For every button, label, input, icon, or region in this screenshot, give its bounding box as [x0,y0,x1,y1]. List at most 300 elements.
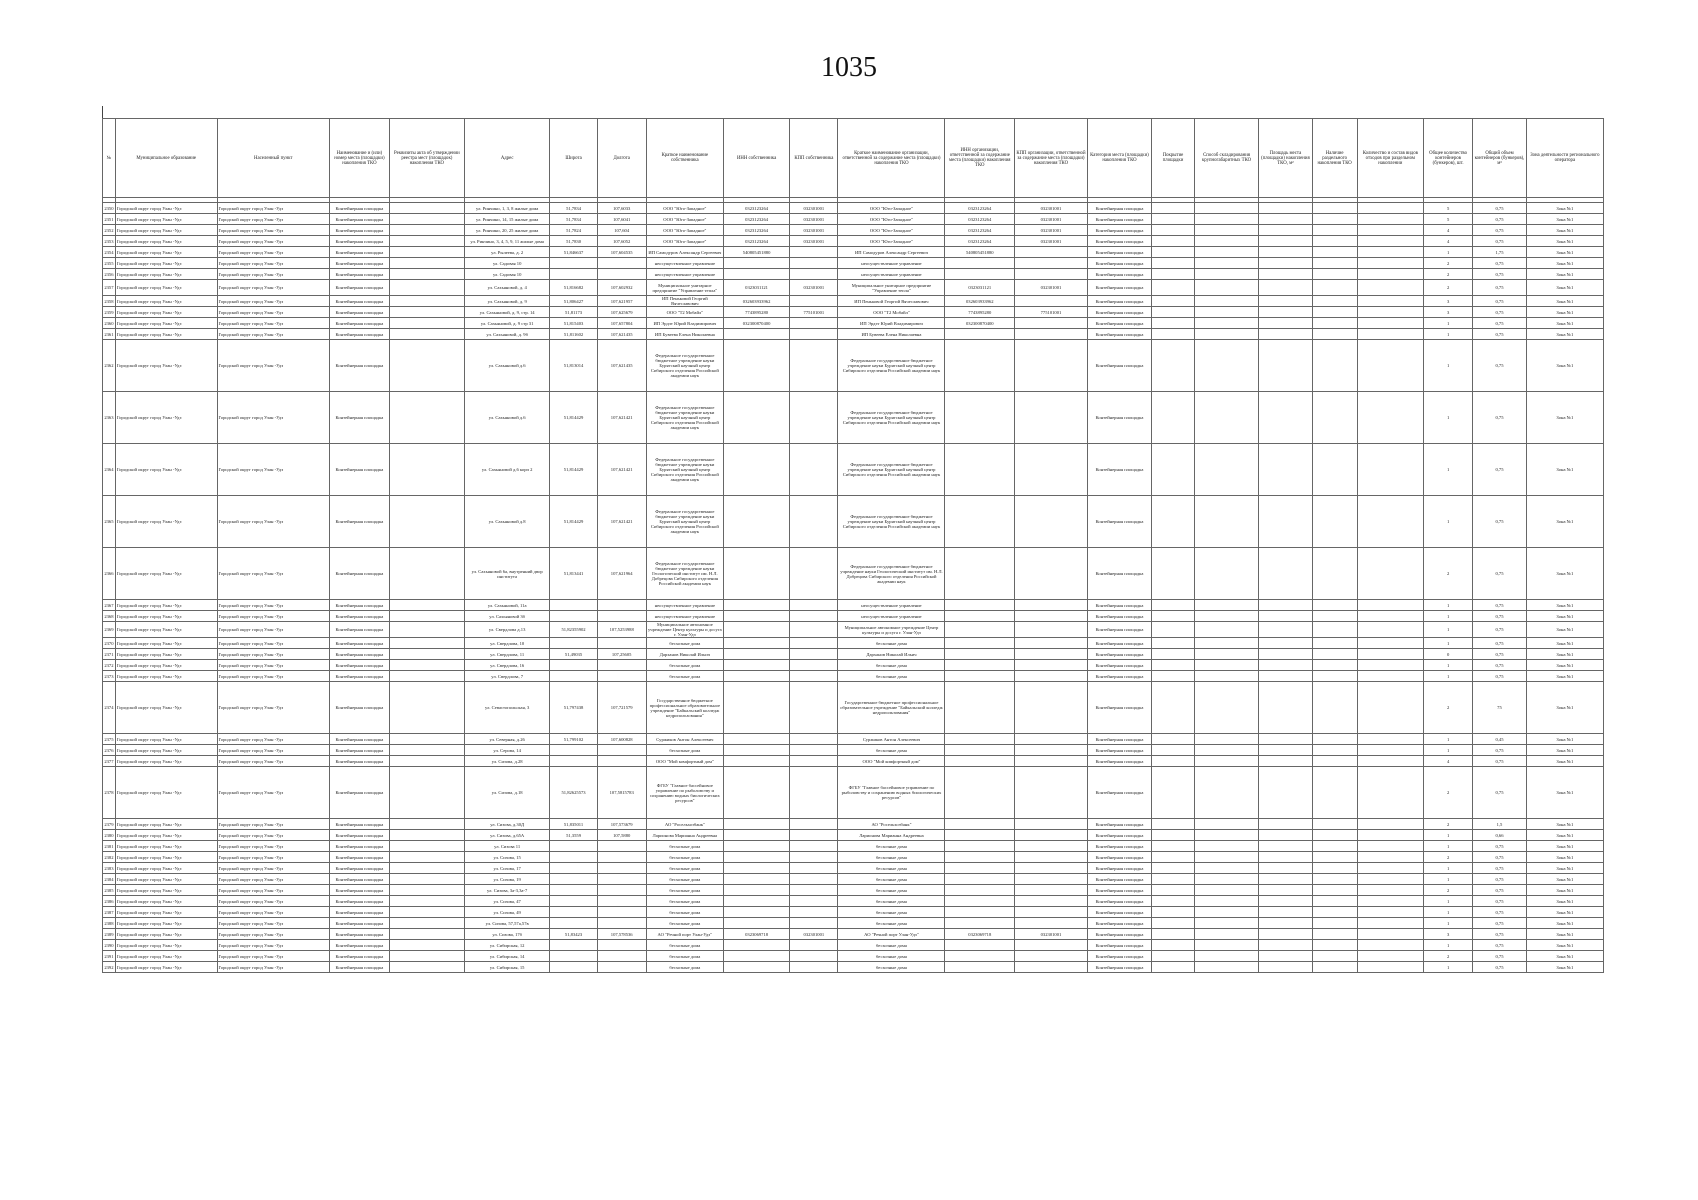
table-cell: 1 [1423,962,1472,973]
table-cell [1152,329,1195,340]
table-cell [1152,830,1195,841]
table-cell [1152,600,1195,611]
table-cell: 51,7834 [550,214,597,225]
table-cell [1312,852,1357,863]
table-cell: Дарханов Николай Ильич [646,649,723,660]
table-cell: 0,75 [1473,896,1527,907]
table-cell: 1 [1423,329,1472,340]
table-cell: 2364 [103,444,116,496]
table-row [103,611,1604,622]
table-cell [389,548,464,600]
table-cell: бесхозные дома [646,660,723,671]
table-cell: 1 [1423,841,1472,852]
table-cell: 1 [1423,874,1472,885]
table-cell: 0,75 [1473,622,1527,638]
table-cell [1259,496,1313,548]
table-cell [1152,307,1195,318]
table-cell: Городской округ город Улан -Удэ [217,819,329,830]
table-cell [1312,660,1357,671]
table-cell [1357,649,1423,660]
table-cell: 1,5 [1473,819,1527,830]
table-cell [597,745,646,756]
table-cell: Городской округ город Улан -Удэ [217,660,329,671]
table-cell [1194,214,1258,225]
table-cell: Государственное бюджетное профессиональное образовательное учреждение "Байкальский колледж недропользования" [646,682,723,734]
table-cell [1015,329,1088,340]
table-cell [1357,962,1423,973]
table-row [103,269,1604,280]
table-cell: Зона №1 [1526,819,1603,830]
table-cell [1194,734,1258,745]
table-cell [550,269,597,280]
table-cell [945,852,1015,863]
table-cell: Зона №1 [1526,649,1603,660]
table-cell [1194,258,1258,269]
table-cell [1357,819,1423,830]
header-row [103,119,1604,198]
table-cell [1015,318,1088,329]
table-cell: 51,7824 [550,225,597,236]
table-cell [1357,671,1423,682]
table-cell: 0,75 [1473,745,1527,756]
table-cell: Городской округ город Улан -Удэ [217,649,329,660]
table-cell: Городской округ город Улан -Удэ [115,767,217,819]
table-cell: 2370 [103,638,116,649]
table-cell: Контейнерная площадка [1087,852,1151,863]
table-cell [723,329,789,340]
column-header: ИНН собственника [723,119,789,198]
table-cell [597,885,646,896]
table-cell: Контейнерная площадка [329,225,389,236]
table-cell: Контейнерная площадка [1087,863,1151,874]
table-cell [389,638,464,649]
table-cell: ул. Ринчино, 3, 4, 5, 9, 11 жилые дома [464,236,550,247]
table-row [103,819,1604,830]
table-cell: АО "Речной порт Улан-Удэ" [646,929,723,940]
table-cell [723,622,789,638]
table-cell: Городской округ город Улан -Удэ [217,638,329,649]
table-cell [945,896,1015,907]
table-cell [723,258,789,269]
table-cell [1194,874,1258,885]
table-cell [723,951,789,962]
table-cell [1357,951,1423,962]
table-cell: АО "Росельхозбанк" [646,819,723,830]
table-body [103,198,1604,973]
table-cell [945,329,1015,340]
table-cell: Зона №1 [1526,940,1603,951]
table-cell [1357,852,1423,863]
table-cell [1194,767,1258,819]
table-cell: Зона №1 [1526,280,1603,296]
table-cell [790,863,838,874]
table-cell [1312,819,1357,830]
table-cell [597,611,646,622]
table-cell: Городской округ город Улан -Удэ [217,329,329,340]
table-cell [1152,841,1195,852]
table-cell: Контейнерная площадка [329,756,389,767]
table-cell [945,819,1015,830]
table-cell: Зона №1 [1526,444,1603,496]
table-cell [1152,622,1195,638]
table-cell: ИП Пеньковой Георгий Вячеславович [838,296,945,307]
table-cell: 0323031121 [945,280,1015,296]
table-cell [1357,280,1423,296]
table-cell [723,863,789,874]
table-cell [1357,682,1423,734]
table-row [103,444,1604,496]
table-cell: ул. Сизова, 19 [464,874,550,885]
table-cell [1152,236,1195,247]
table-cell: Контейнерная площадка [1087,767,1151,819]
table-header [103,119,1604,198]
table-cell: 0,75 [1473,203,1527,214]
table-cell [1015,852,1088,863]
table-cell [389,329,464,340]
table-row [103,280,1604,296]
table-cell [1015,682,1088,734]
table-cell [1152,280,1195,296]
table-row [103,682,1604,734]
table-cell: ИП Бувеева Елена Николаевна [838,329,945,340]
table-cell [1015,649,1088,660]
table-cell [1152,496,1195,548]
table-cell: 51,806427 [550,296,597,307]
table-cell: Контейнерная площадка [1087,918,1151,929]
table-cell [723,600,789,611]
table-cell: Контейнерная площадка [329,660,389,671]
table-cell: 2368 [103,611,116,622]
table-cell: Городской округ город Улан -Удэ [217,269,329,280]
table-cell [790,896,838,907]
table-cell: Контейнерная площадка [329,962,389,973]
table-row [103,318,1604,329]
table-cell: ул. Сахьяновой, д. 4 [464,280,550,296]
table-cell: 2 [1423,819,1472,830]
table-cell: 1 [1423,638,1472,649]
table-cell: Зона №1 [1526,329,1603,340]
table-cell: ул. Сахьяновой д.6 корп 2 [464,444,550,496]
table-cell [790,951,838,962]
column-header: № [103,119,116,198]
table-cell [1357,734,1423,745]
table-cell: Городской округ город Улан -Удэ [115,496,217,548]
table-cell: Контейнерная площадка [1087,929,1151,940]
table-cell: Федеральное государственное бюджетное учреждение науки Бурятский научный центр Сибирского отделения Российской академии наук [838,444,945,496]
table-cell [1152,962,1195,973]
table-cell [1259,247,1313,258]
table-cell [597,852,646,863]
table-cell: 0,75 [1473,929,1527,940]
table-cell: АО "Росельхозбанк" [838,819,945,830]
table-cell: ул. Сизова 11 [464,841,550,852]
table-cell [1357,660,1423,671]
table-cell [1194,269,1258,280]
table-cell: 0,75 [1473,918,1527,929]
table-cell [1357,496,1423,548]
table-row [103,622,1604,638]
table-row [103,734,1604,745]
table-cell [1194,830,1258,841]
table-cell [1194,496,1258,548]
table-cell [945,756,1015,767]
table-cell [389,600,464,611]
table-cell [389,863,464,874]
table-cell [1194,340,1258,392]
table-cell [1194,611,1258,622]
table-cell [1194,940,1258,951]
table-cell: 2 [1423,682,1472,734]
table-cell: 2358 [103,296,116,307]
column-header: ИНН организации, ответственной за содержание места (площадки) накопления ТКО [945,119,1015,198]
table-cell [1194,682,1258,734]
table-cell: Федеральное государственное бюджетное учреждение науки Бурятский научный центр Сибирского отделения Российской академии наук [838,496,945,548]
table-cell [1259,929,1313,940]
table-cell: Контейнерная площадка [329,318,389,329]
table-cell [945,745,1015,756]
table-cell [790,444,838,496]
table-cell: Контейнерная площадка [329,258,389,269]
table-cell: 1 [1423,340,1472,392]
table-cell [597,962,646,973]
table-cell: 107,573679 [597,819,646,830]
table-cell [1152,638,1195,649]
table-cell: Городской округ город Улан -Удэ [115,280,217,296]
table-cell: ул. Сизова, д.65А [464,830,550,841]
table-cell [1015,745,1088,756]
table-cell: 0,75 [1473,863,1527,874]
table-cell: ООО "Юго-Западное" [838,236,945,247]
table-cell [1194,896,1258,907]
table-cell: 1 [1423,660,1472,671]
table-row [103,548,1604,600]
column-header: Общий объем контейнеров (бункеров), м³ [1473,119,1527,198]
table-cell [1357,940,1423,951]
table-cell: 0,75 [1473,940,1527,951]
table-cell: 032301001 [1015,214,1088,225]
table-cell: ул. Сизова, 3а-3,3а-7 [464,885,550,896]
table-cell: 0,75 [1473,548,1527,600]
table-cell [1357,225,1423,236]
table-cell: Контейнерная площадка [1087,269,1151,280]
table-cell: Зона №1 [1526,907,1603,918]
table-cell: бесхозные дома [646,863,723,874]
table-cell [1357,885,1423,896]
table-cell [550,611,597,622]
table-cell: 0,75 [1473,649,1527,660]
table-cell: Суржиков Антон Алексеевич [646,734,723,745]
table-cell: Городской округ город Улан -Удэ [217,682,329,734]
table-cell [1194,907,1258,918]
table-cell: Городской округ город Улан -Удэ [115,611,217,622]
table-cell [1194,918,1258,929]
table-cell: бесхозные дома [838,660,945,671]
table-cell: ул. Сизова, д.18 [464,767,550,819]
table-cell [723,940,789,951]
table-cell: Городской округ город Улан -Удэ [115,296,217,307]
table-cell: Городской округ город Улан -Удэ [217,611,329,622]
table-cell: Суржиков Антон Алексеевич [838,734,945,745]
table-cell [1194,660,1258,671]
table-cell: Зона №1 [1526,296,1603,307]
table-cell [945,951,1015,962]
table-cell [1152,918,1195,929]
table-cell: Зона №1 [1526,611,1603,622]
table-cell: Контейнерная площадка [1087,907,1151,918]
table-cell [1312,841,1357,852]
table-cell: Контейнерная площадка [329,236,389,247]
table-cell: Зона №1 [1526,896,1603,907]
table-cell [550,940,597,951]
table-cell: Зона №1 [1526,682,1603,734]
table-row [103,638,1604,649]
table-cell: Зона №1 [1526,318,1603,329]
table-cell [1259,962,1313,973]
table-cell: Муниципальное унитарное предприятие "Управление тепла" [646,280,723,296]
table-cell [550,671,597,682]
table-cell [1312,340,1357,392]
table-cell: Городской округ город Улан -Удэ [115,392,217,444]
table-cell: 2361 [103,329,116,340]
table-cell: 0,66 [1473,830,1527,841]
table-cell [1357,756,1423,767]
table-cell: 2350 [103,203,116,214]
table-cell: Городской округ город Улан -Удэ [115,852,217,863]
table-cell [1015,548,1088,600]
table-cell [597,863,646,874]
table-cell [1312,671,1357,682]
table-cell: 540805451880 [945,247,1015,258]
table-row [103,841,1604,852]
table-cell [945,940,1015,951]
table-cell [1312,258,1357,269]
table-cell: неосуществленное управление [646,258,723,269]
table-cell: Городской округ город Улан -Удэ [217,896,329,907]
table-cell [550,258,597,269]
table-cell: Городской округ город Улан -Удэ [217,940,329,951]
table-cell: 0,75 [1473,907,1527,918]
table-cell: 2351 [103,214,116,225]
table-cell [550,951,597,962]
table-cell: Контейнерная площадка [329,745,389,756]
table-cell: 2382 [103,852,116,863]
table-cell [1015,940,1088,951]
table-cell: ул. Сизова, 17 [464,863,550,874]
table-cell: Зона №1 [1526,496,1603,548]
table-cell [389,649,464,660]
table-cell: Зона №1 [1526,307,1603,318]
table-cell: Городской округ город Улан -Удэ [115,756,217,767]
table-cell [597,671,646,682]
table-cell: 3 [1423,307,1472,318]
table-cell [1194,819,1258,830]
table-cell: 032301001 [790,203,838,214]
table-cell: Контейнерная площадка [329,918,389,929]
table-cell: 51,814429 [550,444,597,496]
table-cell: 0,75 [1473,962,1527,973]
table-cell [389,756,464,767]
table-cell [1312,756,1357,767]
table-cell [597,600,646,611]
table-cell: неосуществленное управление [838,258,945,269]
table-cell [790,611,838,622]
table-cell: 0323123264 [945,236,1015,247]
table-cell: 107,621421 [597,444,646,496]
table-cell [1259,296,1313,307]
table-cell [1312,392,1357,444]
table-cell: Контейнерная площадка [329,852,389,863]
table-cell: 1 [1423,392,1472,444]
table-cell: Контейнерная площадка [329,600,389,611]
table-cell: 2392 [103,962,116,973]
table-cell [1194,841,1258,852]
table-cell [1312,649,1357,660]
table-cell [723,496,789,548]
table-cell: Контейнерная площадка [1087,896,1151,907]
table-cell [1194,307,1258,318]
table-cell: Городской округ город Улан -Удэ [217,863,329,874]
table-cell: Городской округ город Улан -Удэ [115,340,217,392]
table-cell: 0,75 [1473,214,1527,225]
table-cell: 3 [1423,296,1472,307]
table-cell [1194,929,1258,940]
table-cell [1015,444,1088,496]
table-cell: Контейнерная площадка [1087,258,1151,269]
table-cell: 0,75 [1473,392,1527,444]
table-cell [1015,918,1088,929]
table-cell [723,874,789,885]
table-cell [790,296,838,307]
table-cell: Контейнерная площадка [1087,830,1151,841]
table-cell [1194,638,1258,649]
table-cell: 1 [1423,318,1472,329]
table-cell [723,548,789,600]
table-cell: 0 [1423,649,1472,660]
table-cell [945,444,1015,496]
table-cell: Ларионова Марианна Андреевна [646,830,723,841]
table-cell [550,756,597,767]
table-cell [1152,734,1195,745]
table-cell: Городской округ город Улан -Удэ [115,863,217,874]
table-cell [790,340,838,392]
table-cell: Контейнерная площадка [1087,682,1151,734]
table-cell: 2385 [103,885,116,896]
table-cell [1259,756,1313,767]
table-cell: 1 [1423,611,1472,622]
table-cell [550,660,597,671]
table-cell: 775101001 [1015,307,1088,318]
table-cell [1015,392,1088,444]
table-row [103,649,1604,660]
table-cell [1194,203,1258,214]
table-cell: 2 [1423,767,1472,819]
table-cell: Контейнерная площадка [329,496,389,548]
table-cell: Городской округ город Улан -Удэ [115,203,217,214]
table-row [103,203,1604,214]
table-cell [723,907,789,918]
table-cell [1357,269,1423,280]
table-cell: ул. Сизова, 17б [464,929,550,940]
table-cell: 0,75 [1473,671,1527,682]
table-cell [389,940,464,951]
table-cell: Городской округ город Улан -Удэ [115,649,217,660]
table-cell: бесхозные дома [838,863,945,874]
table-cell: 107,621435 [597,340,646,392]
table-cell: 107,621957 [597,296,646,307]
table-cell [1259,600,1313,611]
table-cell: Зона №1 [1526,830,1603,841]
table-cell: 107,25605 [597,649,646,660]
